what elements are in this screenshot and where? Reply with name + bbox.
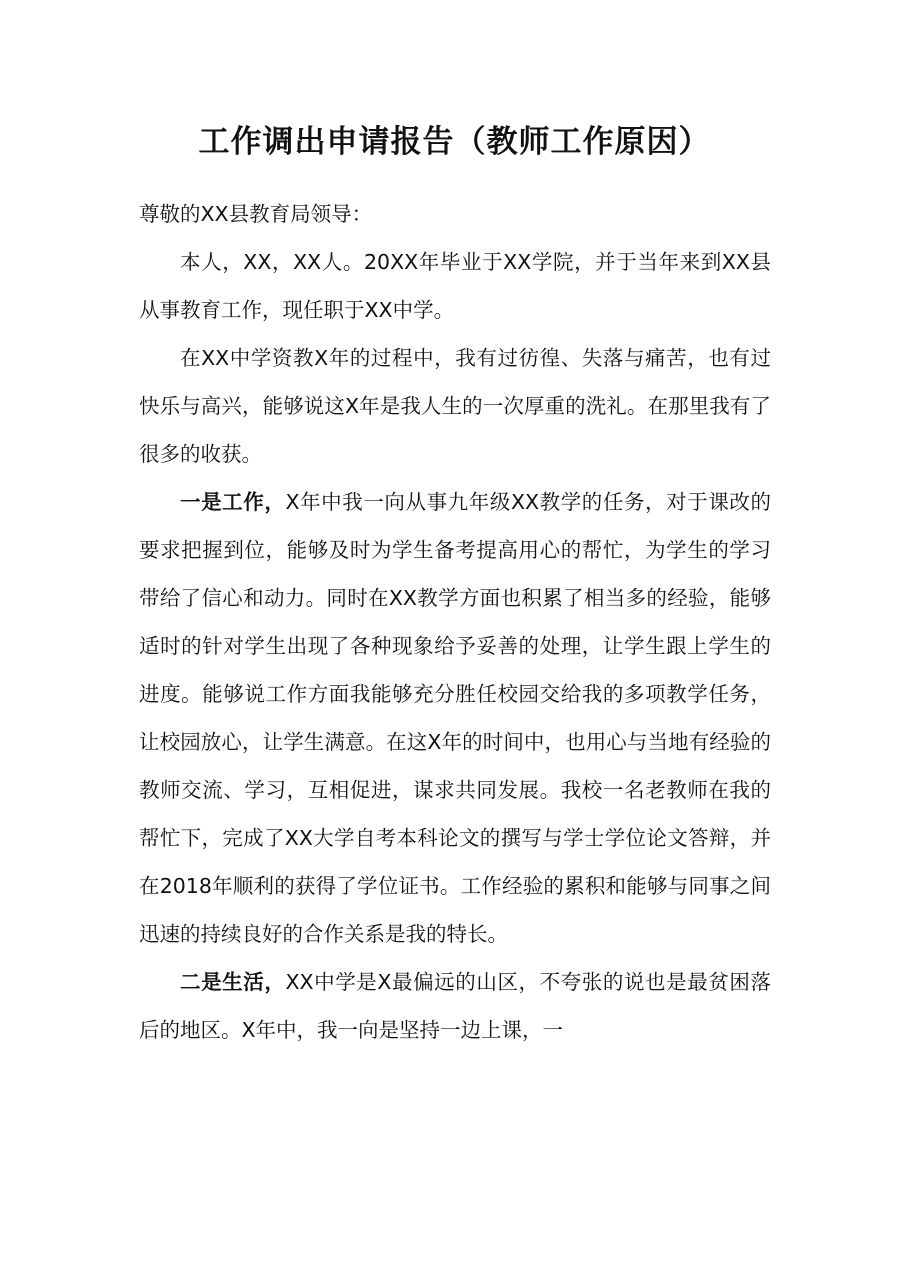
paragraph-text: XX中学是X最偏远的山区，不夸张的说也是最贫困落后的地区。X年中，我一向是坚持一边上课，一 [139, 970, 771, 1042]
document-title: 工作调出申请报告（教师工作原因） [198, 124, 711, 160]
paragraph-lead-life: 二是生活， [180, 970, 286, 994]
document-body [139, 190, 771, 1054]
paragraph-text: X年中我一向从事九年级XX教学的任务，对于课改的要求把握到位，能够及时为学生备考提高用心的帮忙，为学生的学习带给了信心和动力。同时在XX教学方面也积累了相当多的经验，能够适时的针对学生出现了各种现象给予妥善的处理，让学生跟上学生的进度。能够说工作方面我能够充分胜任校园交给我的多项教学任务，让校园放心，让学生满意。在这X年的时间中，也用心与当地有经验的教师交流、学习，互相促进，谋求共同发展。我校一名老教师在我的帮忙下，完成了XX大学自考本科论文的撰写与学士学位论文答辩，并在2018年顺利的获得了学位证书。工作经验的累积和能够与同事之间迅速的持续良好的合作关系是我的特长。 [139, 490, 771, 946]
paragraph-1 [139, 238, 771, 334]
paragraph-lead-work: 一是工作， [180, 490, 286, 514]
paragraph-text: 在XX中学资教X年的过程中，我有过彷徨、失落与痛苦，也有过快乐与高兴，能够说这X年是我人生的一次厚重的洗礼。在那里我有了很多的收获。 [139, 346, 771, 466]
paragraph-4 [139, 958, 771, 1054]
paragraph-3 [139, 478, 771, 958]
salutation: 尊敬的XX县教育局领导： [139, 202, 373, 226]
paragraph-2 [139, 334, 771, 478]
paragraph-text: 本人，XX，XX人。20XX年毕业于XX学院，并于当年来到XX县从事教育工作，现任职于XX中学。 [139, 250, 771, 322]
